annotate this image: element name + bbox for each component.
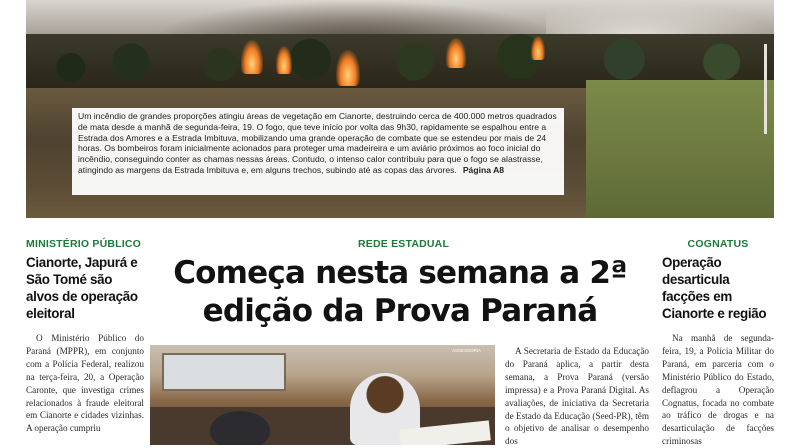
hero-pole xyxy=(764,44,767,134)
left-kicker: MINISTÉRIO PÚBLICO xyxy=(26,238,142,250)
right-headline[interactable]: Operação desarticula facções em Cianorte e região xyxy=(662,255,767,321)
page-reference: Página A8 xyxy=(462,164,505,175)
classroom-window xyxy=(162,353,286,391)
student-head xyxy=(210,411,270,445)
right-kicker: COGNATUS xyxy=(687,238,749,250)
flame xyxy=(531,36,545,60)
hero-grass xyxy=(586,80,774,218)
hero-caption-text: Um incêndio de grandes proporções atingiu áreas de vegetação em Cianorte, destruindo cerca de 400.000 metros quadrados de mata desde a manhã de segunda-feira, 19. O fogo, que teve início por volta das 9h30, rapidamente se espalhou entre a Estrada dos Amores e a Estrada Imbituva, mobilizando uma grande operação de combate que se estendeu por mais de 24 horas. Os bombeiros foram inicialmente acionados para proteger uma madeireira e um aviário próximos ao foco inicial do incêndio, conseguindo conter as chamas nessas áreas. Contudo, o intenso calor contribuiu para que o fogo se alastrasse, atingindo as margens da Estrada Imbituva e, em alguns trechos, subindo até as copas das árvores. xyxy=(78,111,557,175)
flame xyxy=(241,40,263,74)
left-body: O Ministério Público do Paraná (MPPR), em conjunto com a Polícia Federal, realizou na terça-feira, 20, a Operação Caronte, que investiga crimes relacionados à fraude eleitoral em Cianorte e cidades vizinhas. A operação cumpriu xyxy=(26,333,144,434)
flame xyxy=(336,50,360,86)
flame xyxy=(276,46,292,74)
left-headline[interactable]: Cianorte, Japurá e São Tomé são alvos de operação eleitoral xyxy=(26,255,138,321)
flame xyxy=(446,38,466,68)
center-kicker: REDE ESTADUAL xyxy=(358,238,450,250)
left-article xyxy=(26,238,144,435)
right-article xyxy=(662,238,774,448)
hero-caption xyxy=(72,108,564,195)
center-body: A Secretaria de Estado da Educação do Paraná aplica, a partir desta semana, a Prova Paraná (versão impressa) e a Prova Paraná Digital. As avaliações, de iniciativa da Secretaria de Estado da Educação (Seed-PR), têm o objetivo de analisar o desempenho dos xyxy=(505,346,649,447)
main-headline[interactable]: Começa nesta semana a 2ª edição da Prova Paraná xyxy=(173,255,627,329)
photo-credit: ASSESSORIA xyxy=(451,348,481,353)
right-body: Na manhã de segunda-feira, 19, a Polícia Militar do Paraná, em parceria com o Ministério Público do Estado, deflagrou a Operação Cognatus, focada no combate ao tráfico de drogas e na desarticulação de facções criminosas xyxy=(662,333,774,447)
classroom-photo xyxy=(150,345,495,445)
hero-photo xyxy=(26,0,774,218)
